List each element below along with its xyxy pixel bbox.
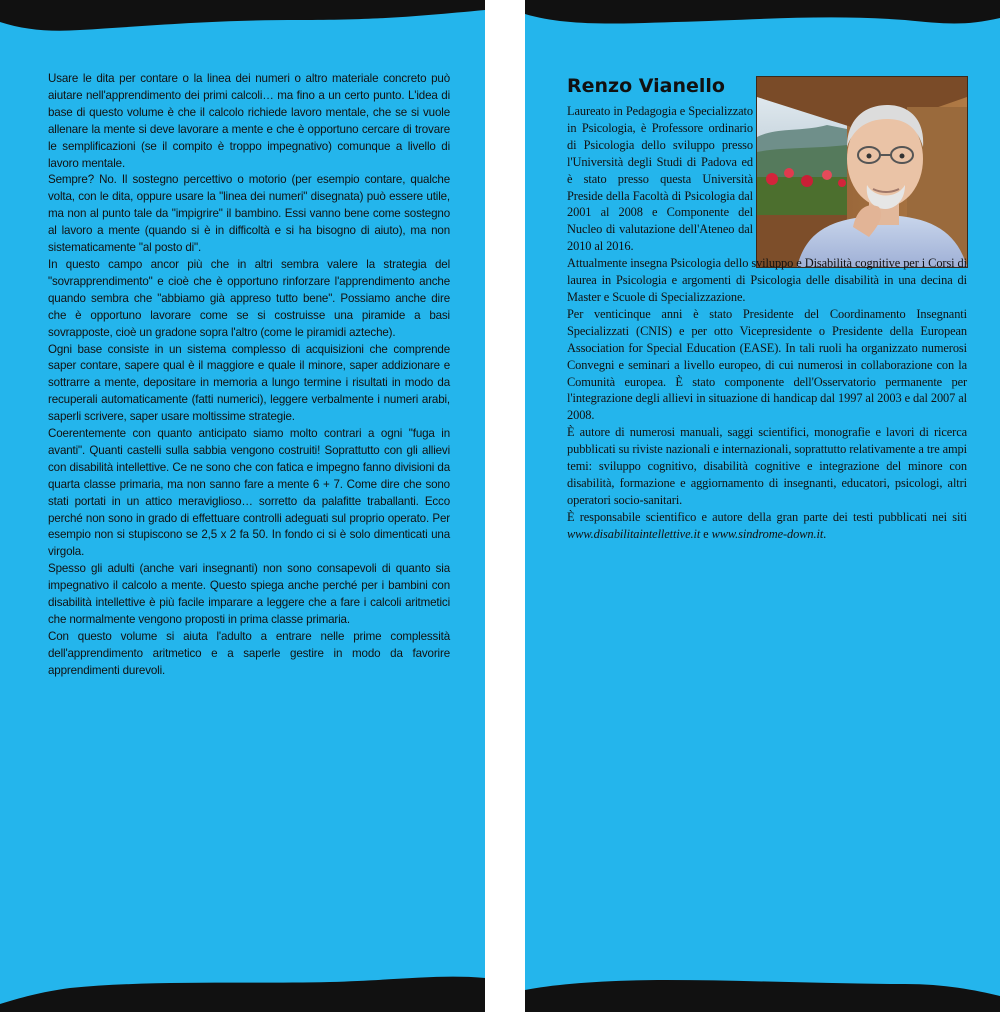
site-end: . — [823, 526, 827, 541]
top-wave-decoration — [525, 0, 1000, 34]
responsible-text: È responsabile scientifico e autore della gran parte dei testi pubblicati nei siti — [567, 509, 967, 524]
paragraph: Coerentemente con quanto anticipato siamo molto contrari a ogni "fuga in avanti". Quanti castelli sulla sabbia vengono costruiti! Soprattutto con gli allievi con disabilità intellettive. Ce ne sono che con fatica e impegno fanno divisioni da quarta classe primaria, ma non sanno fare a mente 6 + 7. Come dire che sono stati portati in un attico meraviglioso… sorretto da palafitte traballanti. Ecco perché non sono in grado di effettuare controlli adeguati sul proprio operato. Per esempio non si stupiscono se 2,5 x 2 fa 50. In fondo ci si è solo dimenticati una virgola. — [48, 427, 450, 559]
author-name: Renzo Vianello — [567, 75, 725, 97]
left-body-text — [48, 71, 450, 680]
website-link-sindrome-down[interactable]: www.sindrome-down.it — [711, 526, 824, 541]
paragraph: In questo campo ancor più che in altri sembra valere la strategia del "sovrapprendimento" e cioè che è opportuno rinforzare l'apprendimento anche quando sembra che "abbiamo già appreso tutto bene". Possiamo anche dire che è opportuno lavorare come se si costruisse una piramide a basi sovrapposte, cioè un gradone sopra l'altro (come le piramidi azteche). — [48, 257, 450, 339]
right-page — [525, 0, 1000, 1012]
bio-paragraph: Attualmente insegna Psicologia dello sviluppo e Disabilità cognitive per i Corsi di laurea in Psicologia e argomenti di Psicologia delle disabilità in una decina di Master e Scuole di Specializzazione. — [567, 256, 967, 304]
bottom-wave-decoration — [525, 972, 1000, 1012]
bio-paragraph: È autore di numerosi manuali, saggi scientifici, monografie e lavori di ricerca pubblicati su riviste nazionali e internazionali, soprattutto relativamente a tre ampi temi: sviluppo cognitivo, disabilità cognitive e integrazione del minore con disabilità, formazione e aggiornamento di insegnanti, educatori, psicologi, altri operatori socio-sanitari. — [567, 425, 967, 507]
bio-websites-paragraph — [567, 509, 967, 543]
author-biography — [567, 103, 967, 543]
top-wave-decoration — [0, 0, 485, 34]
bio-intro: Laureato in Pedagogia e Specializzato in Psicologia, è Professore ordinario di Psicologia dello sviluppo presso l'Università degli Studi di Padova ed è stato presso questa Università Preside della Facoltà di Psicologia dal 2001 al 2008 e Componente del Nucleo di valutazione dell'Ateneo dal 2010 al 2016. — [567, 104, 753, 254]
paragraph: Con questo volume si aiuta l'adulto a entrare nelle prime complessità dell'apprendimento aritmetico e a saperle gestire in modo da favorire apprendimenti durevoli. — [48, 629, 450, 677]
website-link-disabilita[interactable]: www.disabilitaintellettive.it — [567, 526, 701, 541]
bottom-wave-decoration — [0, 972, 485, 1012]
paragraph: Sempre? No. Il sostegno percettivo o motorio (per esempio contare, qualche volta, con le dita, oppure usare la "linea dei numeri" disegnata) può essere utile, ma non al punto tale da "impigrire" il bambino. Essi vanno bene come sostegno al lavoro a mente (quando si è in difficoltà e si ha bisogno di aiuto), ma non sistematicamente "al posto di". — [48, 173, 450, 255]
bio-paragraph: Per venticinque anni è stato Presidente del Coordinamento Insegnanti Specializzati (CNIS) e per otto Vicepresidente o Presidente della European Association for Special Education (EASE). In tali ruoli ha organizzato numerosi Convegni e seminari a livello europeo, di cui numerosi in collaborazione con la Comunità europea. È stato componente dell'Osservatorio permanente per l'integrazione degli allievi in situazione di handicap dal 1997 al 2003 e dal 2007 al 2008. — [567, 306, 967, 423]
paragraph: Usare le dita per contare o la linea dei numeri o altro materiale concreto può aiutare nell'apprendimento dei primi calcoli… ma fino a un certo punto. L'idea di base di questo volume è che il calcolo richiede lavoro mentale, che se si vuole allenare la mente si deve lavorare a mente e che è opportuno cercare di trovare le semplificazioni (se il compito è troppo impegnativo) comunque a livello di lavoro mentale. — [48, 72, 450, 170]
left-page — [0, 0, 485, 1012]
site-joiner: e — [700, 526, 712, 541]
paragraph: Spesso gli adulti (anche vari insegnanti) non sono consapevoli di quanto sia impegnativo il calcolo a mente. Questo spiega anche perché per i bambini con disabilità intellettive è più facile imparare a leggere che a fare i calcoli aritmetici che normalmente vengono proposti in prima classe primaria. — [48, 562, 450, 626]
paragraph: Ogni base consiste in un sistema complesso di acquisizioni che comprende saper contare, sapere qual è il maggiore e quale il minore, saper addizionare e sottrarre a mente, depositare in memoria a lungo termine i risultati in modo da recuperali automaticamente (fatti numerici), leggere verbalmente i numeri arabi, saperli scrivere, saper usare moltissime strategie. — [48, 342, 450, 424]
